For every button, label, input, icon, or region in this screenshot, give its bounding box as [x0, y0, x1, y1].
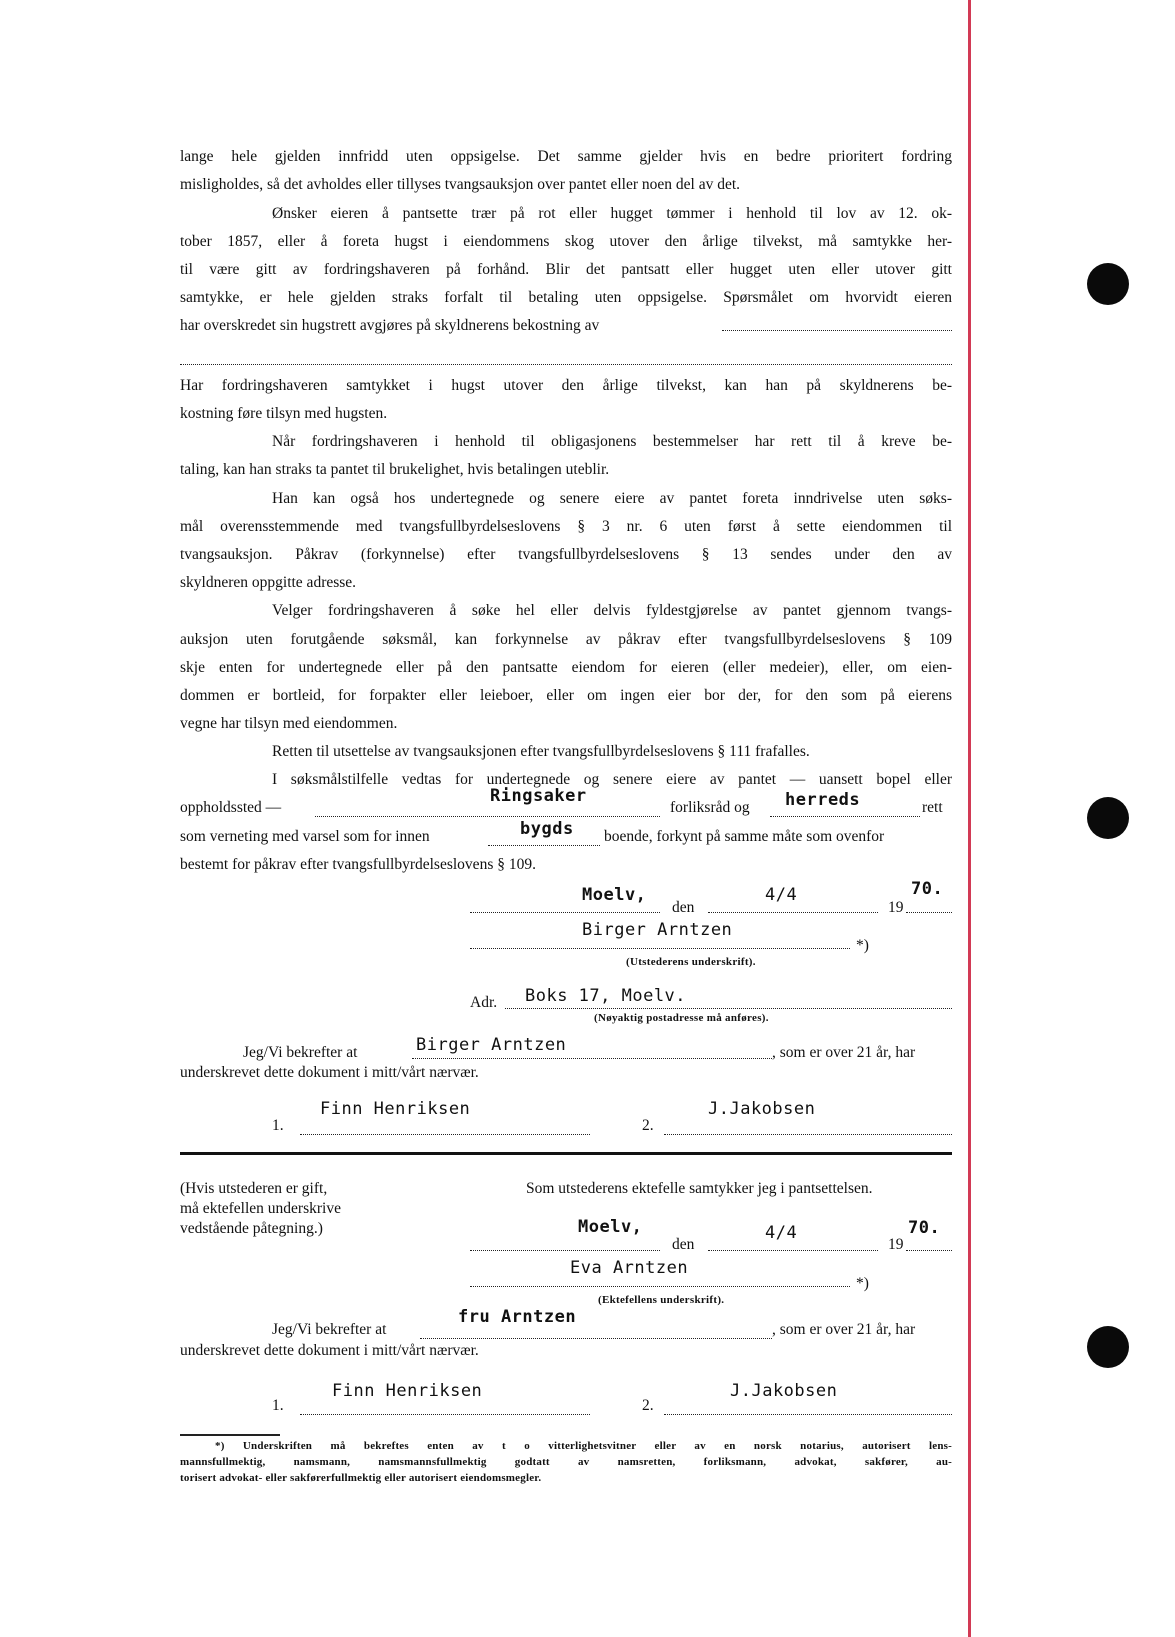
spouse-note-line: må ektefellen underskrive — [180, 1200, 341, 1217]
issuer-year-field[interactable] — [906, 912, 952, 913]
punch-hole — [1087, 797, 1129, 839]
spouse-confirm-field[interactable] — [420, 1338, 772, 1339]
spouse-witness1-num: 1. — [272, 1397, 284, 1414]
address-caption: (Nøyaktig postadresse må anføres). — [594, 1012, 769, 1024]
issuer-den: den — [672, 899, 695, 916]
spouse-witness1-signature: Finn Henriksen — [332, 1381, 483, 1401]
spouse-century: 19 — [888, 1236, 904, 1253]
spouse-den: den — [672, 1236, 695, 1253]
body-line: Velger fordringshaveren å søke hel eller delvis fyldestgjørelse av pantet gjennom tvangs- — [272, 602, 952, 619]
issuer-signature-field[interactable] — [470, 948, 850, 949]
body-line: lange hele gjelden innfridd uten oppsigelse. Det samme gjelder hvis en bedre prioritert fordring — [180, 148, 952, 165]
issuer-year: 70. — [911, 879, 944, 899]
witness2-num: 2. — [642, 1117, 654, 1134]
spouse-witness2-signature: J.Jakobsen — [730, 1381, 838, 1401]
spouse-place: Moelv, — [578, 1217, 643, 1237]
fill-line — [722, 330, 952, 331]
body-line: skje enten for undertegnede eller på den pantsatte eiendom for eieren (eller medeier), eller, om eien- — [180, 659, 952, 676]
venue-handwritten-2: herreds — [785, 790, 861, 810]
spouse-note-line: (Hvis utstederen er gift, — [180, 1180, 328, 1197]
issuer-date: 4/4 — [765, 885, 798, 905]
venue-mid: forliksråd og — [670, 799, 750, 816]
venue-suffix: rett — [922, 799, 943, 816]
punch-hole — [1087, 1326, 1129, 1368]
verneting-field[interactable] — [488, 845, 600, 846]
red-margin-line — [968, 0, 971, 1637]
spouse-year-field[interactable] — [906, 1250, 952, 1251]
body-line: til være gitt av fordringshaveren på forhånd. Blir det pantsatt eller hugget uten eller utover gitt — [180, 261, 952, 278]
spouse-confirm-name: fru Arntzen — [458, 1307, 577, 1327]
issuer-century: 19 — [888, 899, 904, 916]
issuer-date-field[interactable] — [708, 912, 878, 913]
body-line: Har fordringshaveren samtykket i hugst utover den årlige tilvekst, kan han på skyldnerens be- — [180, 377, 952, 394]
confirm-name: Birger Arntzen — [416, 1035, 567, 1055]
body-line: dommen er bortleid, for forpakter eller leieboer, eller om ingen eier bor der, for den som på eierens — [180, 687, 952, 704]
verneting-last: bestemt for påkrav efter tvangsfullbyrdelseslovens § 109. — [180, 856, 536, 873]
witness1-num: 1. — [272, 1117, 284, 1134]
venue-field-1[interactable] — [315, 816, 660, 817]
body-line: tober 1857, eller å foreta hugst i eiendommens skog utover den årlige tilvekst, må samtykke her- — [180, 233, 952, 250]
issuer-place-field[interactable] — [470, 912, 660, 913]
confirm-prefix: Jeg/Vi bekrefter at — [243, 1044, 358, 1061]
body-line: vegne har tilsyn med eiendommen. — [180, 715, 398, 732]
spouse-confirm-suffix: , som er over 21 år, har — [772, 1321, 916, 1338]
spouse-witness2-num: 2. — [642, 1397, 654, 1414]
punch-hole — [1087, 263, 1129, 305]
spouse-signature-caption: (Ektefellens underskrift). — [598, 1294, 725, 1306]
body-line: kostning føre tilsyn med hugsten. — [180, 405, 388, 422]
spouse-witness1-field[interactable] — [300, 1414, 590, 1415]
body-line: Han kan også hos undertegnede og senere eiere av pantet foreta inndrivelse uten søks- — [272, 490, 952, 507]
footnote-line: torisert advokat- eller sakførerfullmektig eller autorisert eiendomsmegler. — [180, 1472, 542, 1484]
body-line: Ønsker eieren å pantsette trær på rot eller hugget tømmer i henhold til lov av 12. ok- — [272, 205, 952, 222]
venue-field-2[interactable] — [770, 816, 920, 817]
confirm-field[interactable] — [412, 1058, 772, 1059]
body-line: Retten til utsettelse av tvangsauksjonen efter tvangsfullbyrdelseslovens § 111 frafalles. — [272, 743, 810, 760]
issuer-address: Boks 17, Moelv. — [525, 986, 687, 1006]
spouse-confirm-line2: underskrevet dette dokument i mitt/vårt nærvær. — [180, 1342, 479, 1359]
spouse-confirm-prefix: Jeg/Vi bekrefter at — [272, 1321, 387, 1338]
adr-label: Adr. — [470, 994, 498, 1011]
address-field[interactable] — [505, 1008, 952, 1009]
spouse-consent: Som utstederens ektefelle samtykker jeg i pantsettelsen. — [526, 1180, 873, 1197]
body-line: tvangsauksjon. Påkrav (forkynnelse) efter tvangsfullbyrdelseslovens § 13 sendes under den av — [180, 546, 952, 563]
verneting-handwritten: bygds — [520, 819, 574, 839]
issuer-signature: Birger Arntzen — [582, 920, 733, 940]
spouse-year: 70. — [908, 1218, 941, 1238]
body-line: Når fordringshaveren i henhold til obligasjonens bestemmelser har rett til å kreve be- — [272, 433, 952, 450]
witness1-field[interactable] — [300, 1134, 590, 1135]
section-divider — [180, 1152, 952, 1155]
verneting-suffix: boende, forkynt på samme måte som ovenfor — [604, 828, 885, 845]
spouse-note-line: vedstående påtegning.) — [180, 1220, 323, 1237]
spouse-witness2-field[interactable] — [664, 1414, 952, 1415]
spouse-date: 4/4 — [765, 1223, 798, 1243]
body-line: har overskredet sin hugstrett avgjøres på skyldnerens bekostning av — [180, 317, 600, 334]
confirm-line2: underskrevet dette dokument i mitt/vårt nærvær. — [180, 1064, 479, 1081]
footnote-line: mannsfullmektig, namsmann, namsmannsfullmektig godtatt av namsretten, forliksmann, advokat, sakfører, au- — [180, 1456, 952, 1468]
confirm-suffix: , som er over 21 år, har — [772, 1044, 916, 1061]
witness1-signature: Finn Henriksen — [320, 1099, 471, 1119]
body-line: misligholdes, så det avholdes eller tillyses tvangsauksjon over pantet eller noen del av det. — [180, 176, 741, 193]
body-line: mål overensstemmende med tvangsfullbyrdelseslovens § 3 nr. 6 uten først å sette eiendommen til — [180, 518, 952, 535]
spouse-signature: Eva Arntzen — [570, 1258, 689, 1278]
body-line: taling, kan han straks ta pantet til brukelighet, hvis betalingen uteblir. — [180, 461, 610, 478]
fill-line — [180, 364, 952, 365]
spouse-signature-field[interactable] — [470, 1286, 850, 1287]
spouse-star: *) — [856, 1275, 869, 1292]
venue-handwritten-1: Ringsaker — [490, 786, 587, 806]
body-line: samtykke, er hele gjelden straks forfalt til betaling uten oppsigelse. Spørsmålet om hvorvidt eieren — [180, 289, 952, 306]
spouse-date-field[interactable] — [708, 1250, 878, 1251]
spouse-place-field[interactable] — [470, 1250, 660, 1251]
issuer-star: *) — [856, 937, 869, 954]
body-line: auksjon uten forutgående søksmål, kan forkynnelse av påkrav efter tvangsfullbyrdelseslovens § 109 — [180, 631, 952, 648]
footnote-line: *) Underskriften må bekreftes enten av t o vitterlighetsvitner eller av en norsk notarius, autorisert lens- — [215, 1440, 952, 1452]
body-line: I søksmålstilfelle vedtas for undertegnede og senere eiere av pantet — uansett bopel eller — [272, 771, 952, 788]
verneting-prefix: som verneting med varsel som for innen — [180, 828, 430, 845]
body-line: skyldneren oppgitte adresse. — [180, 574, 357, 591]
footnote-rule — [180, 1434, 280, 1436]
witness2-field[interactable] — [664, 1134, 952, 1135]
venue-prefix: oppholdssted — — [180, 799, 282, 816]
issuer-place: Moelv, — [582, 885, 647, 905]
witness2-signature: J.Jakobsen — [708, 1099, 816, 1119]
issuer-signature-caption: (Utstederens underskrift). — [626, 956, 756, 968]
